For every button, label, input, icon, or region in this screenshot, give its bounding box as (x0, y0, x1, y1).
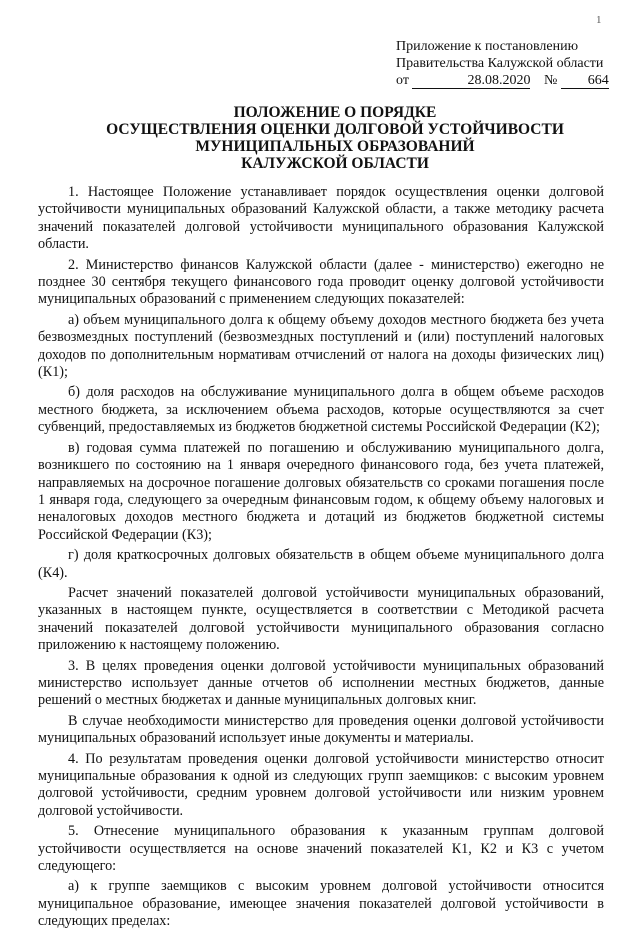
paragraph-5: 5. Отнесение муниципального образования к указанным группам долговой устойчивости осуществляется на основе значений показателей К1, К2 и К3 с учетом следующего: (38, 823, 604, 875)
title-line-4: КАЛУЖСКОЙ ОБЛАСТИ (241, 155, 429, 172)
paragraph-2: 2. Министерство финансов Калужской области (далее - министерство) ежегодно не позднее 30 сентября текущего финансового года проводит оценку долговой устойчивости муниципальных образований с применением следующих показателей: (38, 256, 604, 308)
paragraph-3: 3. В целях проведения оценки долговой устойчивости муниципальных образований министерство использует данные отчетов об исполнении местных бюджетов, данные решений о местных бюджетах и данные муниципальных долговых книг. (38, 657, 604, 709)
resolution-date: 28.08.2020 (412, 74, 530, 89)
paragraph-2b: б) доля расходов на обслуживание муниципального долга в общем объеме расходов местного бюджета, за исключением объема расходов, которые осуществляются за счет субвенций, предоставляемых из бюджетов бюджетной системы Российской Федерации (К2); (38, 384, 604, 436)
title-line-2: ОСУЩЕСТВЛЕНИЯ ОЦЕНКИ ДОЛГОВОЙ УСТОЙЧИВОСТИ (106, 121, 564, 138)
number-label: № (543, 73, 558, 88)
paragraph-2-note: Расчет значений показателей долговой устойчивости муниципальных образований, указанных в настоящем пункте, осуществляется в соответствии с Методикой расчета значений показателей долговой устойчивости муниципального образования согласно приложению к настоящему положению. (38, 584, 604, 654)
title-line-1: ПОЛОЖЕНИЕ О ПОРЯДКЕ (233, 104, 437, 121)
paragraph-5a: а) к группе заемщиков с высоким уровнем долговой устойчивости относится муниципальное образование, имеющее значения показателей долговой устойчивости в следующих пределах: (38, 878, 604, 930)
resolution-number: 664 (561, 74, 609, 89)
from-label: от (396, 73, 409, 88)
document-title (40, 104, 630, 172)
paragraph-4: 4. По результатам проведения оценки долговой устойчивости министерство относит муниципальные образования к одной из следующих групп заемщиков: с высоким уровнем долговой устойчивости, средним уровнем долговой устойчивости или низким уровнем долговой устойчивости. (38, 750, 604, 819)
appendix-header (396, 38, 616, 89)
appendix-line-2: Правительства Калужской области (396, 56, 604, 71)
document-body (38, 184, 604, 934)
title-line-3: МУНИЦИПАЛЬНЫХ ОБРАЗОВАНИЙ (195, 138, 475, 155)
paragraph-2d: г) доля краткосрочных долговых обязательств в общем объеме муниципального долга (К4). (38, 547, 604, 581)
paragraph-2c: в) годовая сумма платежей по погашению и обслуживанию муниципального долга, возникшего по состоянию на 1 января очередного финансового года, без учета платежей, направляемых на досрочное погашение долговых обязательств со сроками погашения после 1 января года, следующего за очередным финансовым годом, к общему объему налоговых и неналоговых доходов местного бюджета и дотаций из бюджетов бюджетной системы Российской Федерации (К3); (38, 439, 604, 543)
paragraph-3-note: В случае необходимости министерство для проведения оценки долговой устойчивости муниципальных образований использует иные документы и материалы. (38, 712, 604, 747)
appendix-line-1: Приложение к постановлению (396, 39, 579, 54)
paragraph-2a: а) объем муниципального долга к общему объему доходов местного бюджета без учета безвозмездных поступлений (безвозмездных поступлений и (или) поступлений налоговых доходов по дополнительным нормативам отчислений от налога на доходы физических лиц) (К1); (38, 311, 604, 381)
appendix-date-line (396, 72, 616, 89)
page-number-mark: 1 (596, 14, 602, 26)
paragraph-1: 1. Настоящее Положение устанавливает порядок осуществления оценки долговой устойчивости муниципальных образований Калужской области, а также методику расчета значений показателей долговой устойчивости муниципального образования Калужской области. (38, 184, 604, 253)
